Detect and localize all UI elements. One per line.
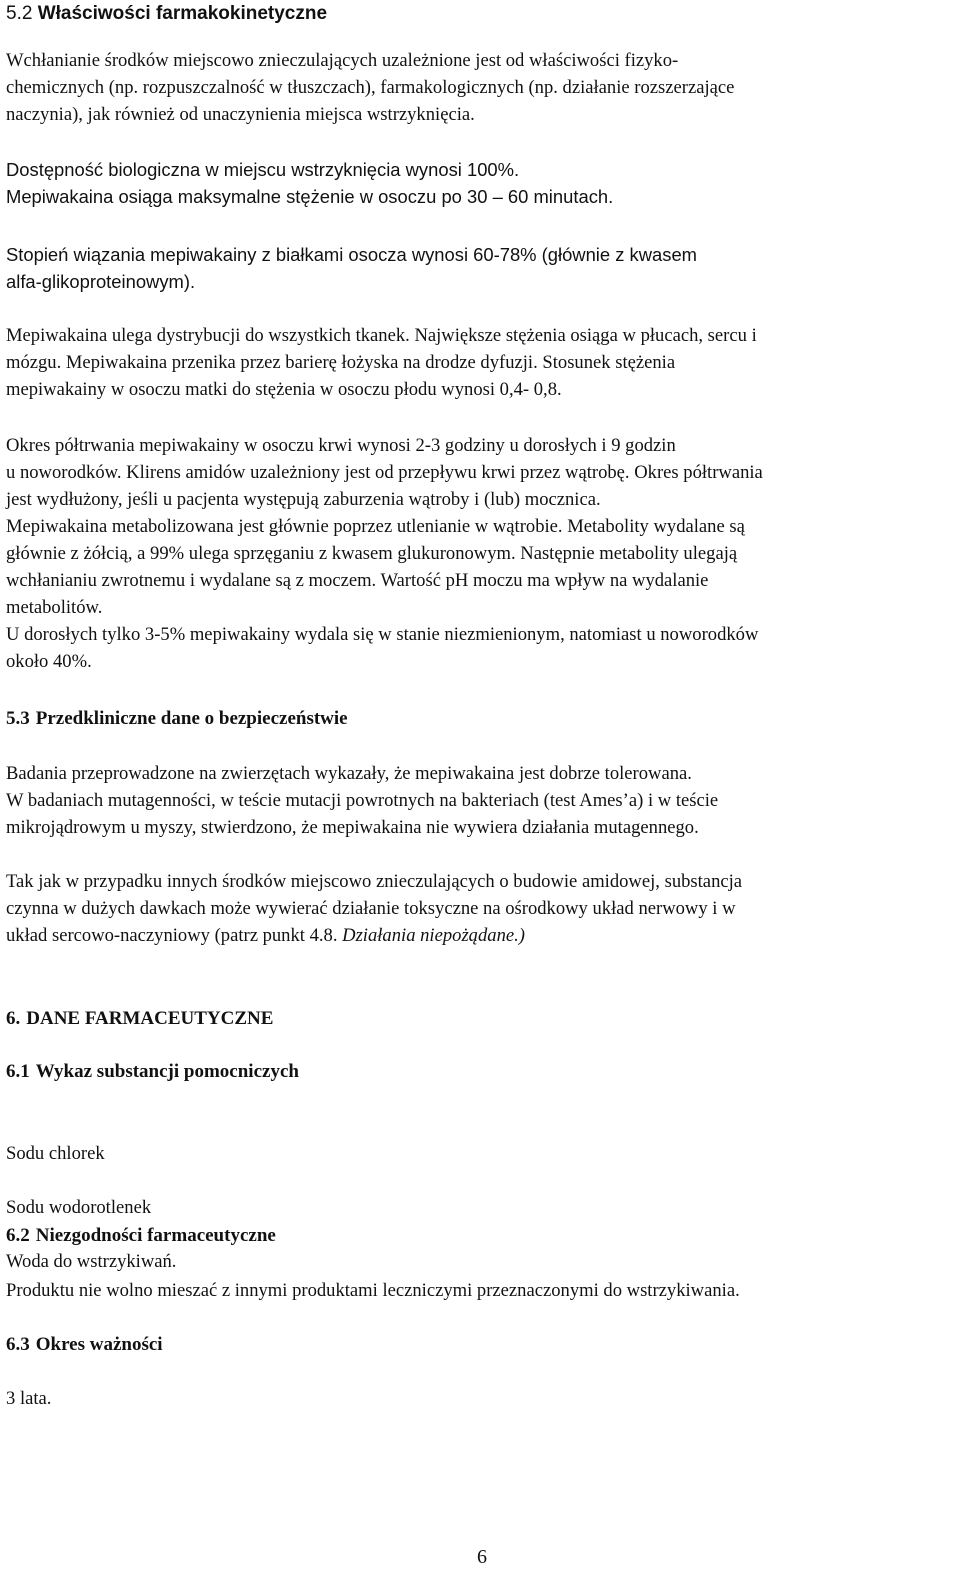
section-number: 5.2 xyxy=(6,3,33,24)
section-title: Niezgodności farmaceutyczne xyxy=(35,1225,276,1246)
paragraph-protein-binding: Stopień wiązania mepiwakainy z białkami osocza wynosi 60-78% (głównie z kwasem alfa-glikoproteinowym). xyxy=(6,244,697,292)
paragraph-absorption: Wchłanianie środków miejscowo znieczulających uzależnione jest od właściwości fizyko- chemicznych (np. rozpuszczalność w tłuszczach), farmakologicznych (np. działanie rozszerzające naczynia), jak również od unaczynienia miejsca wstrzyknięcia. xyxy=(6,50,735,125)
paragraph-distribution: Mepiwakaina ulega dystrybucji do wszystkich tkanek. Największe stężenia osiąga w płucach, sercu i mózgu. Mepiwakaina przenika przez barierę łożyska na drodze dyfuzji. Stosunek stężenia mepiwakainy w osoczu matki do stężenia w osoczu płodu wynosi 0,4- 0,8. xyxy=(6,325,757,400)
section-heading-6-2 xyxy=(6,1222,950,1249)
section-number: 6.2 xyxy=(6,1225,30,1246)
section-heading-6 xyxy=(6,1005,950,1032)
page-number: 6 xyxy=(477,1546,487,1568)
section-heading-6-1 xyxy=(6,1058,950,1085)
paragraph-half-life-metabolism: Okres półtrwania mepiwakainy w osoczu krwi wynosi 2-3 godziny u dorosłych i 9 godzin u noworodków. Klirens amidów uzależniony jest od przepływu krwi przez wątrobę. Okres półtrwania jest wydłużony, jeśli u pacjenta występują zaburzenia wątroby i (lub) mocznica. Mepiwakaina metabolizowana jest głównie poprzez utlenianie w wątrobie. Metabolity wydalane są głównie z żółcią, a 99% ulega sprzęganiu z kwasem glukuronowym. Następnie metabolity ulegają wchłanianiu zwrotnemu i wydalane są z moczem. Wartość pH moczu ma wpływ na wydalanie metabolitów. U dorosłych tylko 3-5% mepiwakainy wydala się w stanie niezmienionym, natomiast u noworodków około 40%. xyxy=(6,435,763,672)
list-item: Sodu wodorotlenek xyxy=(6,1197,152,1218)
paragraph-bioavailability: Dostępność biologiczna w miejscu wstrzyknięcia wynosi 100%. Mepiwakaina osiąga maksymalne stężenie w osoczu po 30 – 60 minutach. xyxy=(6,159,614,207)
paragraph-shelf-life: 3 lata. xyxy=(6,1388,52,1409)
section-heading-5-3 xyxy=(6,705,950,732)
text-adverse-effects-ref: Działania niepożądane.) xyxy=(342,925,525,946)
section-heading-6-3 xyxy=(6,1331,950,1358)
section-number: 6.3 xyxy=(6,1334,30,1355)
list-item: Sodu chlorek xyxy=(6,1143,105,1164)
section-title: Wykaz substancji pomocniczych xyxy=(35,1061,299,1082)
list-item: Woda do wstrzykiwań. xyxy=(6,1251,177,1272)
excipients-list xyxy=(6,1113,950,1302)
paragraph-preclinical-tolerance: Badania przeprowadzone na zwierzętach wykazały, że mepiwakaina jest dobrze tolerowana. W badaniach mutagenności, w teście mutacji powrotnych na bakteriach (test Ames’a) i w teście mikrojądrowym u myszy, stwierdzono, że mepiwakaina nie wywiera działania mutagennego. xyxy=(6,763,719,838)
section-number: 6. xyxy=(6,1008,21,1029)
section-title: DANE FARMACEUTYCZNE xyxy=(26,1008,274,1029)
text-toxicity: Tak jak w przypadku innych środków miejscowo znieczulających o budowie amidowej, substancja czynna w dużych dawkach może wywierać działanie toksyczne na ośrodkowy układ nerwowy i w układ sercowo-naczyniowy (patrz punkt 4.8. xyxy=(6,871,743,946)
section-title: Właściwości farmakokinetyczne xyxy=(37,3,328,24)
section-number: 5.3 xyxy=(6,708,30,729)
section-title: Przedkliniczne dane o bezpieczeństwie xyxy=(35,708,348,729)
paragraph-preclinical-toxicity xyxy=(6,868,950,949)
section-title: Okres ważności xyxy=(35,1334,163,1355)
section-number: 6.1 xyxy=(6,1061,30,1082)
paragraph-incompatibilities: Produktu nie wolno mieszać z innymi produktami leczniczymi przeznaczonymi do wstrzykiwania. xyxy=(6,1280,740,1301)
section-heading-5-2 xyxy=(6,0,950,27)
